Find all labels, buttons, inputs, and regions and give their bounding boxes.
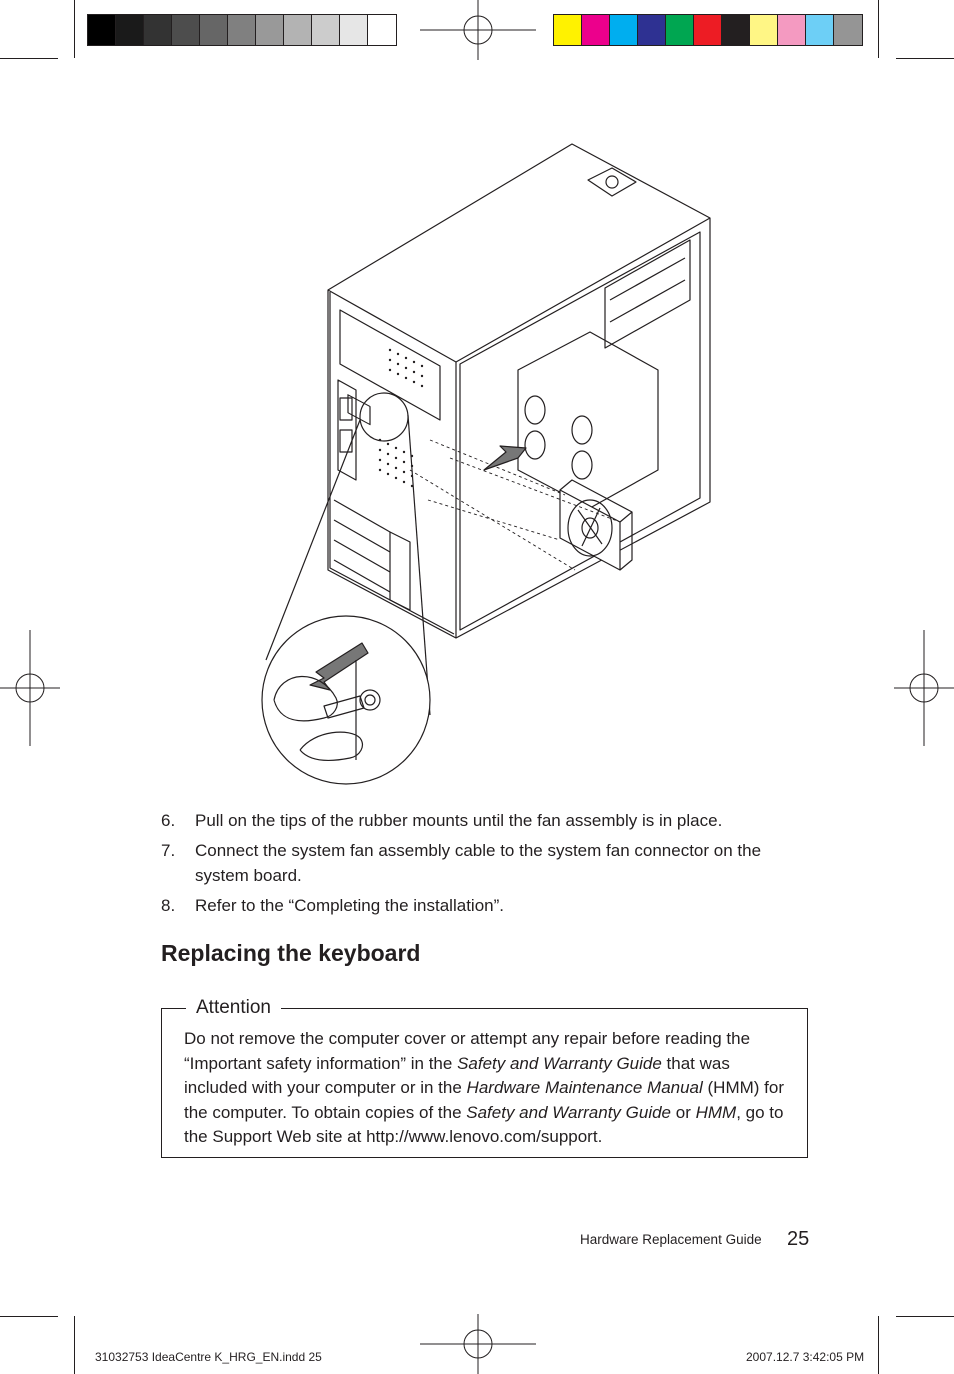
color-swatch <box>610 15 638 45</box>
color-swatch <box>228 15 256 45</box>
color-swatch <box>312 15 340 45</box>
color-swatch <box>88 15 116 45</box>
step-text: Pull on the tips of the rubber mounts until the fan assembly is in place. <box>195 811 723 830</box>
crop-mark <box>878 1316 879 1374</box>
color-swatch <box>172 15 200 45</box>
step-number: 6. <box>161 811 176 830</box>
slug-filename: 31032753 IdeaCentre K_HRG_EN.indd 25 <box>95 1350 322 1364</box>
list-item <box>161 838 811 888</box>
section-heading: Replacing the keyboard <box>161 940 421 966</box>
registration-mark-top <box>420 0 536 60</box>
attention-text: or <box>671 1102 696 1122</box>
list-item <box>161 808 811 833</box>
attention-text: (HMM) for the computer. To obtain copies of the <box>184 1078 785 1122</box>
registration-mark-right <box>894 630 954 746</box>
crop-mark <box>0 1316 58 1317</box>
color-swatch <box>340 15 368 45</box>
footer-guide-title: Hardware Replacement Guide <box>580 1232 762 1247</box>
page-number: 25 <box>787 1228 810 1250</box>
slug-timestamp: 2007.12.7 3:42:05 PM <box>746 1350 865 1364</box>
attention-text: , go to the Support Web site at http://www.lenovo.com/support. <box>184 1102 784 1146</box>
attention-text: Do not remove the computer cover or attempt any repair before reading the “Important safety information” in the <box>184 1029 751 1073</box>
color-swatch <box>554 15 582 45</box>
crop-mark <box>896 58 954 59</box>
attention-title: Attention <box>186 997 281 1019</box>
crop-mark <box>896 1316 954 1317</box>
color-swatch <box>750 15 778 45</box>
attention-italic: Safety and Warranty Guide <box>457 1053 662 1073</box>
attention-italic: HMM <box>695 1102 737 1122</box>
color-swatch <box>582 15 610 45</box>
color-swatch <box>666 15 694 45</box>
attention-body <box>184 1027 789 1150</box>
step-text: Connect the system fan assembly cable to the system fan connector on the system board. <box>195 841 762 885</box>
step-number: 7. <box>161 841 176 860</box>
crop-mark <box>0 58 58 59</box>
color-swatch <box>284 15 312 45</box>
color-swatch <box>806 15 834 45</box>
color-swatch <box>200 15 228 45</box>
computer-chassis-fan-illustration <box>260 140 720 790</box>
attention-italic: Hardware Maintenance Manual <box>466 1078 703 1097</box>
attention-text: that was included with your computer or in the <box>184 1053 730 1097</box>
attention-italic: Safety and Warranty Guide <box>466 1102 672 1122</box>
list-item <box>161 893 811 918</box>
color-swatch <box>368 15 396 45</box>
color-swatch <box>116 15 144 45</box>
step-list <box>161 808 811 923</box>
color-swatch <box>834 15 862 45</box>
color-swatch <box>722 15 750 45</box>
registration-mark-bottom <box>420 1314 536 1374</box>
color-swatch <box>638 15 666 45</box>
gray-swatch-bar <box>87 14 397 46</box>
color-swatch <box>694 15 722 45</box>
step-number: 8. <box>161 896 176 915</box>
color-swatch <box>778 15 806 45</box>
color-swatch-bar <box>553 14 863 46</box>
color-swatch <box>256 15 284 45</box>
attention-box <box>161 997 808 1158</box>
crop-mark <box>74 0 75 58</box>
color-swatch <box>144 15 172 45</box>
crop-mark <box>878 0 879 58</box>
step-text: Refer to the “Completing the installation”. <box>195 896 504 915</box>
crop-mark <box>74 1316 75 1374</box>
registration-mark-left <box>0 630 60 746</box>
